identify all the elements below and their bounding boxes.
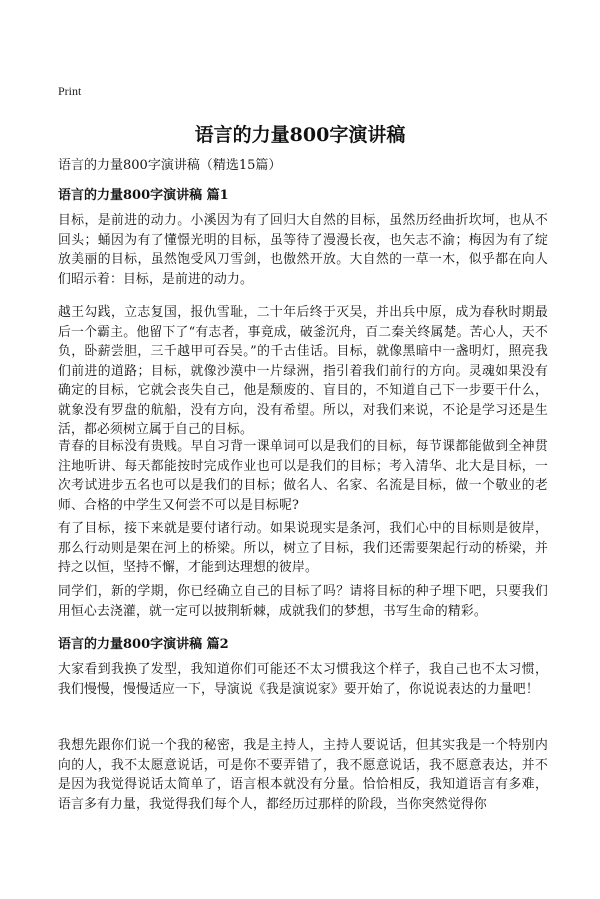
- paragraph: [58, 437, 548, 515]
- document-title: 语言的力量800字演讲稿: [194, 124, 406, 146]
- paragraph: [58, 303, 548, 440]
- paragraph: [58, 660, 548, 699]
- paragraph: [58, 519, 548, 578]
- document-subtitle: 语言的力量800字演讲稿（精选15篇）: [58, 158, 282, 173]
- paragraph-text: 大家看到我换了发型，我知道你们可能还不太习惯我这个样子，我自己也不太习惯，我们慢慢，慢慢适应一下，导演说《我是演说家》要开始了，你说说表达的力量吧！: [58, 662, 548, 697]
- section-heading: 语言的力量800字演讲稿 篇1: [58, 188, 229, 203]
- paragraph: [58, 736, 548, 814]
- paragraph-text: 我想先跟你们说一个我的秘密，我是主持人，主持人要说话，但其实我是一个特别内向的人，我不太愿意说话，可是你不要弄错了，我不愿意说话，我不愿意表达，并不是因为我觉得说话太简单了，语言根本就没有分量。恰恰相反，我知道语言有多难，语言多有力量，我觉得我们每个人，都经历过那样的阶段，当你突然觉得你: [58, 738, 548, 812]
- paragraph-text: 越王勾践，立志复国，报仇雪耻，二十年后终于灭吴，并出兵中原，成为春秋时期最后一个霸主。他留下了“有志者，事竟成，破釜沉舟，百二秦关终属楚。苦心人，天不负，卧薪尝胆，三千越甲可吞吴。”的千古佳话。目标，就像黑暗中一盏明灯，照亮我们前进的道路；目标，就像沙漠中一片绿洲，指引着我们前行的方向。灵魂如果没有确定的目标，它就会丧失自己，他是颓废的、盲目的，不知道自己下一步要干什么，就象没有罗盘的航船，没有方向，没有希望。所以，对我们来说，不论是学习还是生活，都必须树立属于自己的目标。: [58, 305, 548, 437]
- paragraph-text: 目标，是前进的动力。小溪因为有了回归大自然的目标，虽然历经曲折坎坷，也从不回头；蛹因为有了懂憬光明的目标，虽等待了漫漫长夜，也矢志不渝；梅因为有了绽放美丽的目标，虽然饱受风刀雪剑，也傲然开放。大自然的一草一木，似乎都在向人们昭示着：目标，是前进的动力。: [58, 213, 548, 287]
- paragraph-text: 有了目标，接下来就是要付诸行动。如果说现实是条河，我们心中的目标则是彼岸，那么行动则是架在河上的桥梁。所以，树立了目标，我们还需要架起行动的桥梁，并持之以恒，坚持不懈，才能到达理想的彼岸。: [58, 521, 548, 575]
- section-2: [58, 633, 548, 652]
- section-1: [58, 184, 548, 203]
- paragraph-text: 同学们，新的学期，你已经确立自己的目标了吗？请将目标的种子埋下吧，只要我们用恒心去浇灌，就一定可以披荆斩棘，成就我们的梦想，书写生命的精彩。: [58, 584, 548, 619]
- section-heading: 语言的力量800字演讲稿 篇2: [58, 637, 229, 652]
- paragraph: [58, 211, 548, 289]
- paragraph-text: 青春的目标没有贵贱。早自习背一课单词可以是我们的目标，每节课都能做到全神贯注地听讲、每天都能按时完成作业也可以是我们的目标；考入清华、北大是目标，一次考试进步五名也可以是我们的目标；做名人、名家、名流是目标，做一个敬业的老师、合格的中学生又何尝不可以是目标呢?: [58, 439, 548, 513]
- print-label: Print: [58, 84, 82, 98]
- paragraph: [58, 582, 548, 621]
